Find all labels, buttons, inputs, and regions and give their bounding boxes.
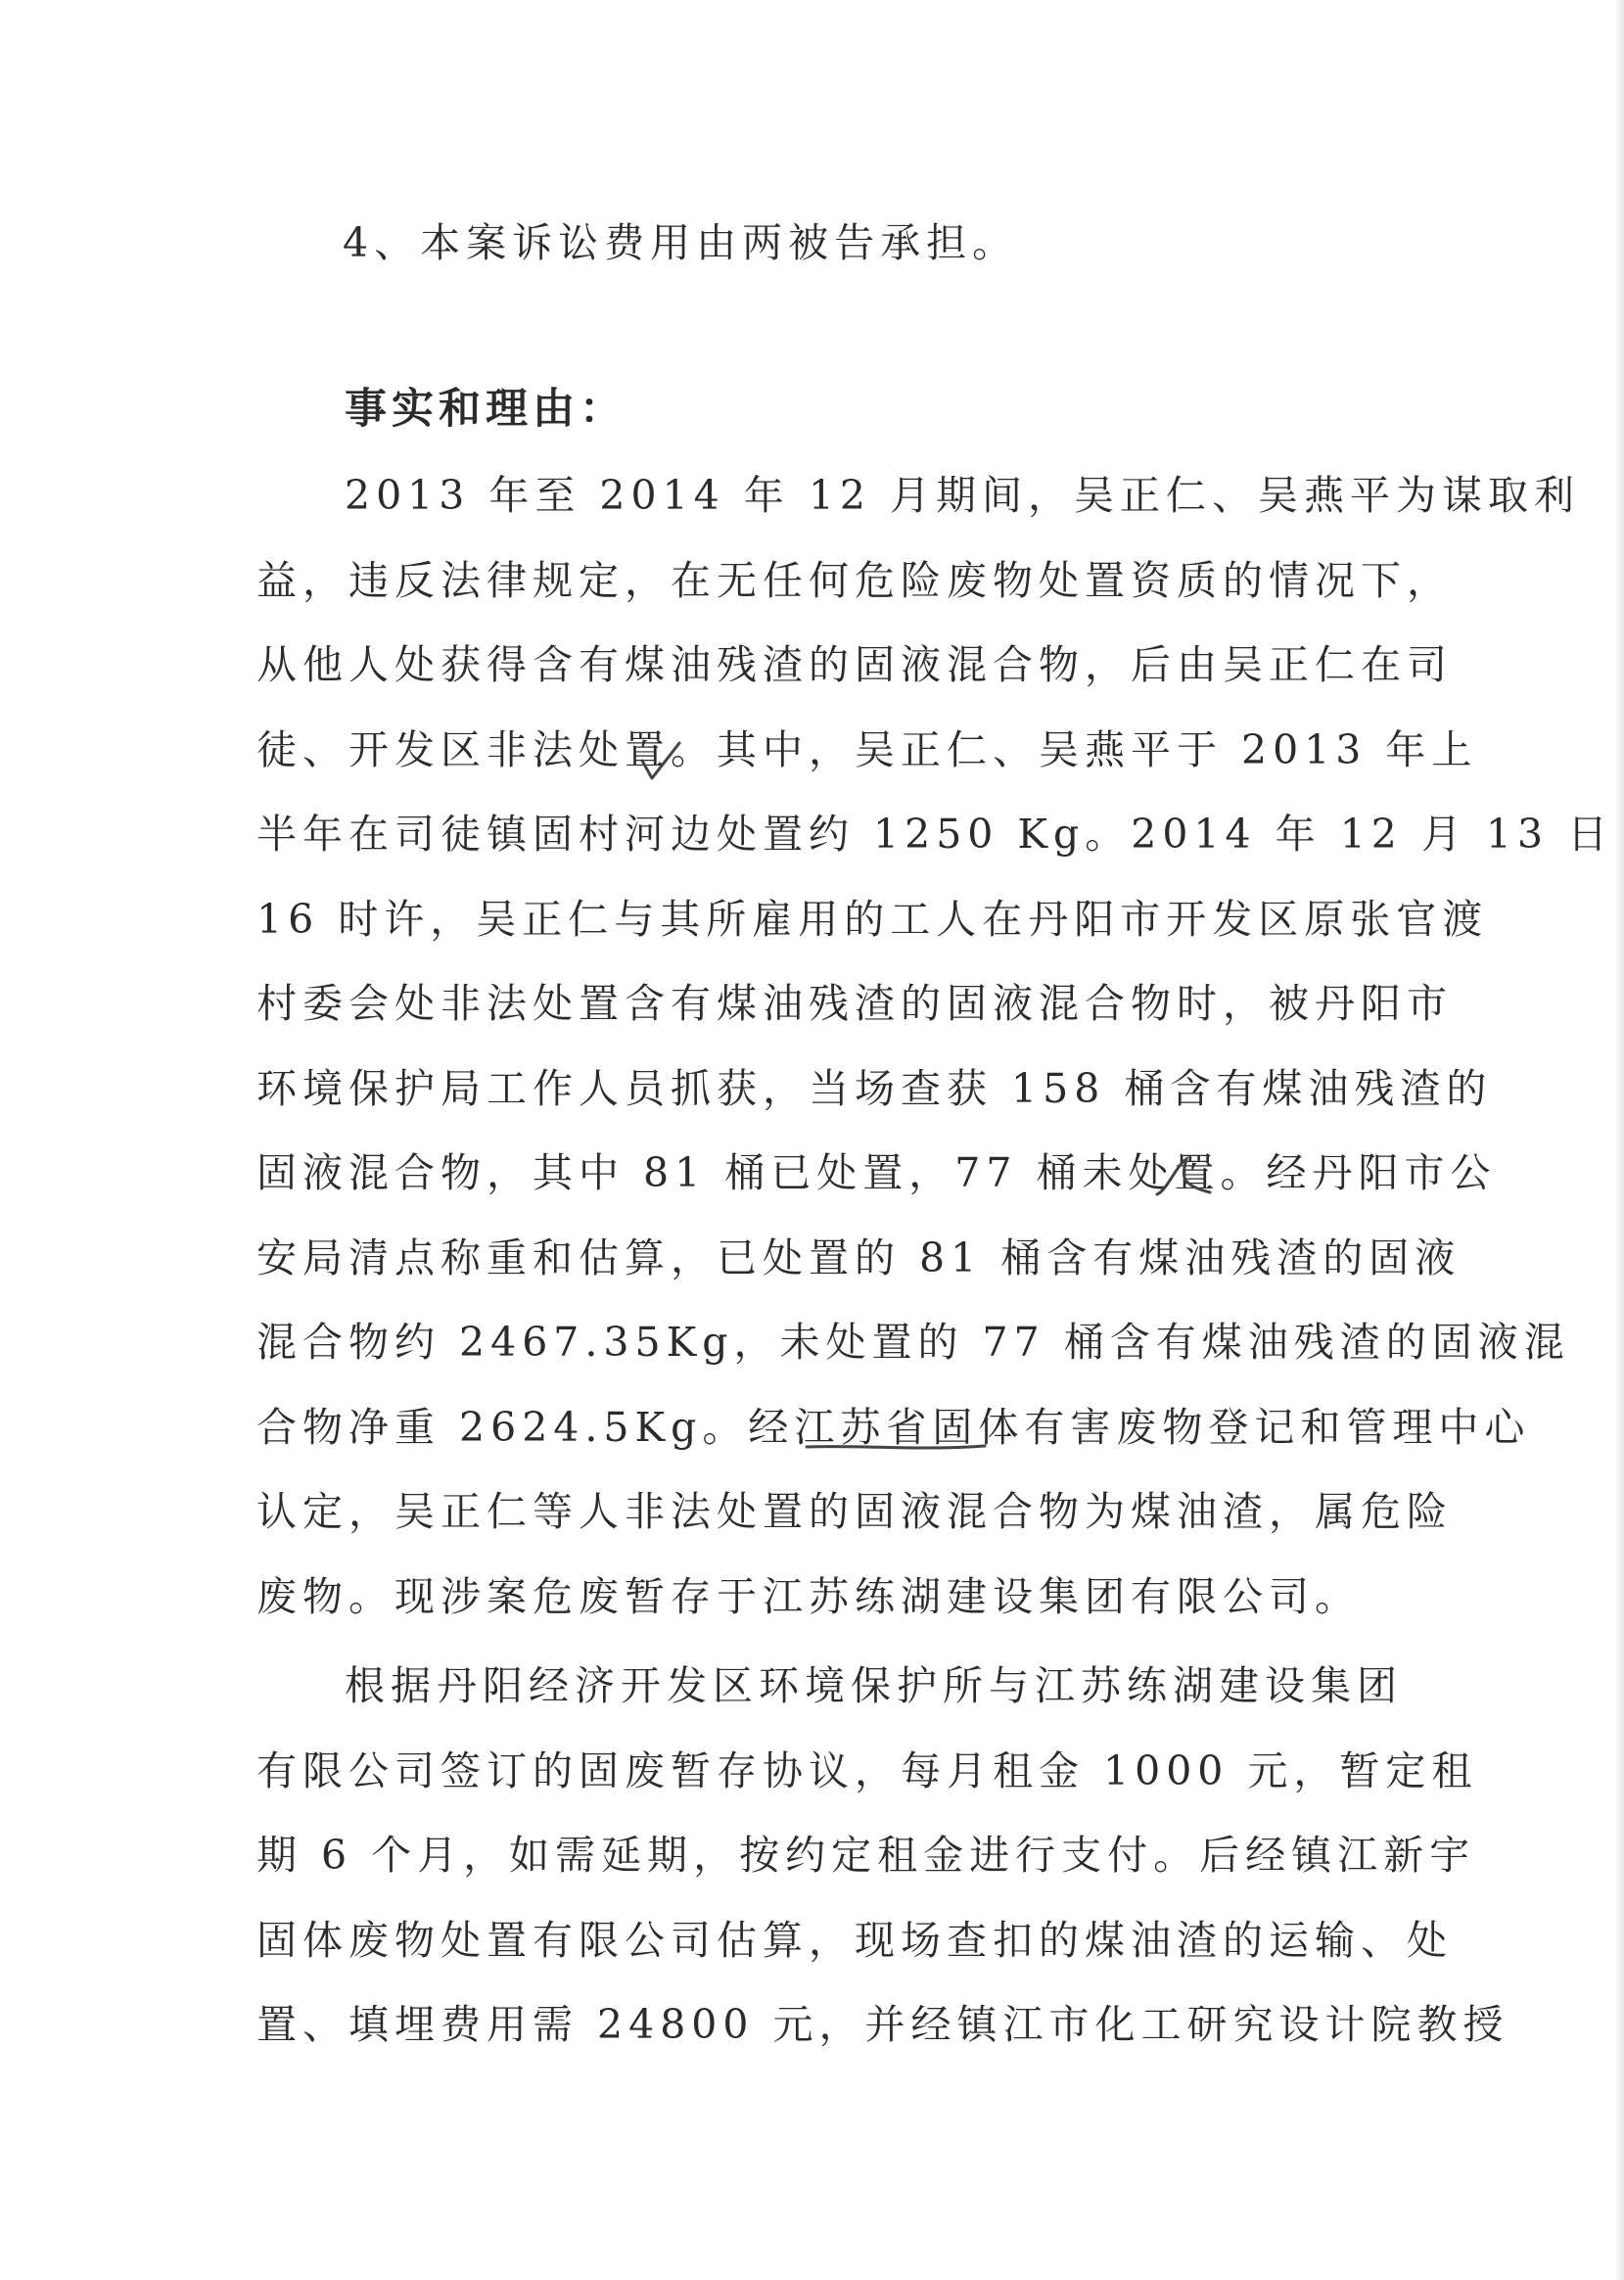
body-line: 废物。现涉案危废暂存于江苏练湖建设集团有限公司。 <box>256 1573 1361 1620</box>
body-line: 合物净重 2624.5Kg。经江苏省固体有害废物登记和管理中心 <box>256 1404 1531 1451</box>
handwritten-underline-mark <box>1153 1151 1214 1206</box>
body-line: 固液混合物，其中 81 桶已处置，77 桶未处置。经丹阳市公 <box>256 1149 1497 1196</box>
body-line: 期 6 个月，如需延期，按约定租金进行支付。后经镇江新宇 <box>256 1832 1476 1879</box>
body-line: 2013 年至 2014 年 12 月期间，吴正仁、吴燕平为谋取利 <box>345 472 1581 519</box>
claim-item-4: 4、本案诉讼费用由两被告承担。 <box>343 219 1019 266</box>
body-line: 固体废物处置有限公司估算，现场查扣的煤油渣的运输、处 <box>256 1917 1453 1964</box>
body-line: 16 时许，吴正仁与其所雇用的工人在丹阳市开发区原张官渡 <box>256 896 1489 943</box>
body-line: 从他人处获得含有煤油残渣的固液混合物，后由吴正仁在司 <box>256 641 1453 688</box>
body-line: 徒、开发区非法处置。其中，吴正仁、吴燕平于 2013 年上 <box>256 726 1478 773</box>
body-line: 置、填埋费用需 24800 元，并经镇江市化工研究设计院教授 <box>256 2001 1509 2048</box>
body-line: 益，违反法律规定，在无任何危险废物处置资质的情况下， <box>256 557 1453 604</box>
body-line: 村委会处非法处置含有煤油残渣的固液混合物时，被丹阳市 <box>256 980 1453 1027</box>
body-line: 环境保护局工作人员抓获，当场查获 158 桶含有煤油残渣的 <box>256 1065 1493 1112</box>
handwritten-checkmark <box>636 739 685 788</box>
body-line: 半年在司徒镇固村河边处置约 1250 Kg。2014 年 12 月 13 日 <box>256 811 1614 858</box>
section-heading: 事实和理由： <box>345 385 626 434</box>
scan-edge-shadow <box>1614 0 1624 2280</box>
handwritten-underline <box>803 1437 989 1457</box>
body-line: 安局清点称重和估算，已处置的 81 桶含有煤油残渣的固液 <box>256 1234 1462 1281</box>
body-line: 根据丹阳经济开发区环境保护所与江苏练湖建设集团 <box>345 1662 1403 1709</box>
body-line: 有限公司签订的固废暂存协议，每月租金 1000 元，暂定租 <box>256 1747 1478 1794</box>
body-line: 混合物约 2467.35Kg，未处置的 77 桶含有煤油残渣的固液混 <box>256 1319 1570 1366</box>
body-line: 认定，吴正仁等人非法处置的固液混合物为煤油渣，属危险 <box>256 1488 1453 1535</box>
